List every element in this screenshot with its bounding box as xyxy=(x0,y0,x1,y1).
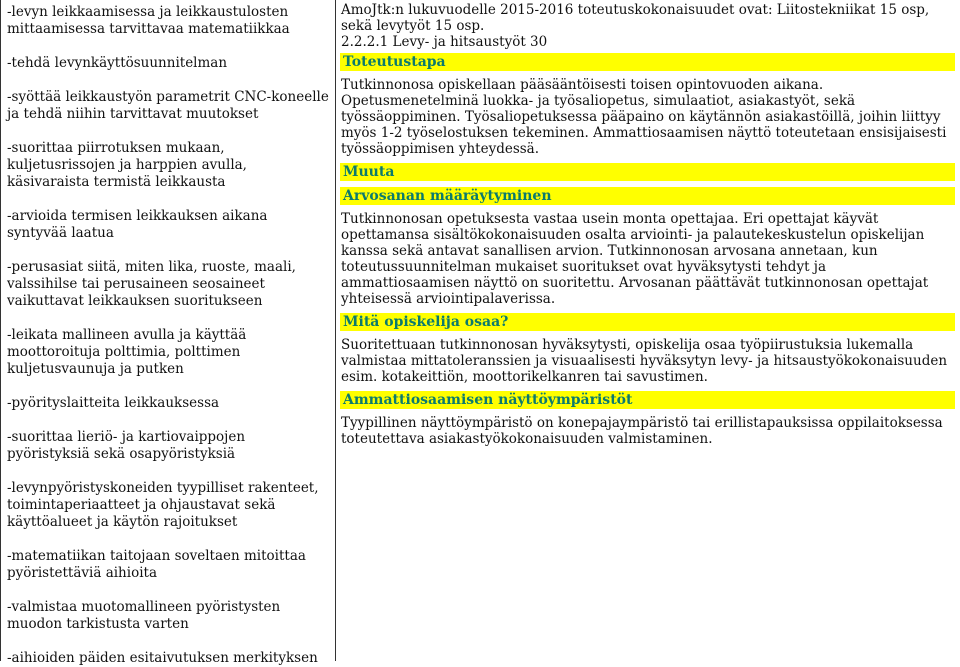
list-item: -suorittaa lieriö- ja kartiovaippojen pyöristyksiä sekä osapyöristyksiä xyxy=(7,429,246,462)
list-item: -aihioiden päiden esitaivutuksen merkityksen xyxy=(7,650,318,666)
list-item: -pyörityslaitteita leikkauksessa xyxy=(7,395,220,411)
intro-text: AmoJtk:n lukuvuodelle 2015-2016 toteutuskokonaisuudet ovat: Liitostekniikat 15 osp, sekä levytyöt 15 osp. xyxy=(341,2,930,34)
list-item: -tehdä levynkäyttösuunnitelman xyxy=(7,55,228,71)
list-item: -perusasiat siitä, miten lika, ruoste, maali, valssihilse tai perusaineen seosaineet vaikuttavat leikkauksen suoritukseen xyxy=(7,259,296,309)
column-divider xyxy=(335,0,336,661)
list-item: -valmistaa muotomallineen pyöristysten muodon tarkistusta varten xyxy=(7,599,281,632)
list-item: -levyn leikkaamisessa ja leikkaustulosten mittaamisessa tarvittavaa matematiikkaa xyxy=(7,4,290,37)
list-item: -leikata mallineen avulla ja käyttää moottoroituja polttimia, polttimen kuljetusvaunuja ja putken xyxy=(7,327,247,377)
list-item: -syöttää leikkaustyön parametrit CNC-koneelle ja tehdä niihin tarvittavat muutokset xyxy=(7,89,329,122)
left-column xyxy=(0,0,335,666)
section-text-nayttoymparistot: Tyypillinen näyttöympäristö on konepajaympäristö tai erillistapauksissa oppilaitoksessa toteutettava asiakastyökokonaisuuden valmistaminen. xyxy=(341,415,943,447)
list-item: -levynpyöristyskoneiden tyypilliset rakenteet, toimintaperiaatteet ja ohjaustavat sekä käyttöalueet ja käytön rajoitukset xyxy=(7,480,319,530)
section-text-toteutustapa: Tutkinnonosa opiskellaan pääsääntöisesti toisen opintovuoden aikana. Opetusmenetelminä luokka- ja työsaliopetus, simulaatiot, asiakastyöt, sekä työssäoppiminen. Työsaliopetuksessa pääpaino on käytännön asiakastöillä, joihin liittyy myös 1-2 työselostuksen tekeminen. Ammattiosaamisen näyttö toteutetaan ensisijaisesti työssäoppimisen yhteydessä. xyxy=(341,77,947,157)
section-heading-osaaminen: Mitä opiskelija osaa? xyxy=(340,313,955,331)
list-item: -matematiikan taitojaan soveltaen mitoittaa pyöristettäviä aihioita xyxy=(7,548,306,581)
section-heading-nayttoymparistot: Ammattiosaamisen näyttöympäristöt xyxy=(340,391,955,409)
section-heading-arvosana: Arvosanan määräytyminen xyxy=(340,187,955,205)
list-item: -arvioida termisen leikkauksen aikana syntyvää laatua xyxy=(7,208,268,241)
list-item: -suorittaa piirrotuksen mukaan, kuljetusrissojen ja harppien avulla, käsivaraista termistä leikkausta xyxy=(7,140,247,190)
section-heading-muuta: Muuta xyxy=(340,163,955,181)
right-column xyxy=(341,2,955,447)
section-heading-toteutustapa: Toteutustapa xyxy=(340,53,955,71)
section-text-osaaminen: Suoritettuaan tutkinnonosan hyväksytysti, opiskelija osaa työpiirustuksia lukemalla valmistaa mittatoleranssien ja visuaalisesti hyväksytyn levy- ja hitsaustyökokonaisuuden esim. kotakeittiön, moottorikelkanren tai savustimen. xyxy=(341,337,948,385)
section-text-arvosana: Tutkinnonosan opetuksesta vastaa usein monta opettajaa. Eri opettajat käyvät opettamansa sisältökokonaisuuden osalta arviointi- ja palautekeskustelun opiskelijan kanssa sekä antavat sanallisen arvion. Tutkinnonosan arvosana annetaan, kun toteutussuunnitelman mukaiset suoritukset ovat hyväksytysti tehdyt ja ammattiosaamisen näyttö on suoritettu. Arvosanan päättävät tutkinnonosan opettajat yhteisessä arviointipalaverissa. xyxy=(341,211,929,307)
module-title: 2.2.2.1 Levy- ja hitsaustyöt 30 xyxy=(341,34,548,50)
